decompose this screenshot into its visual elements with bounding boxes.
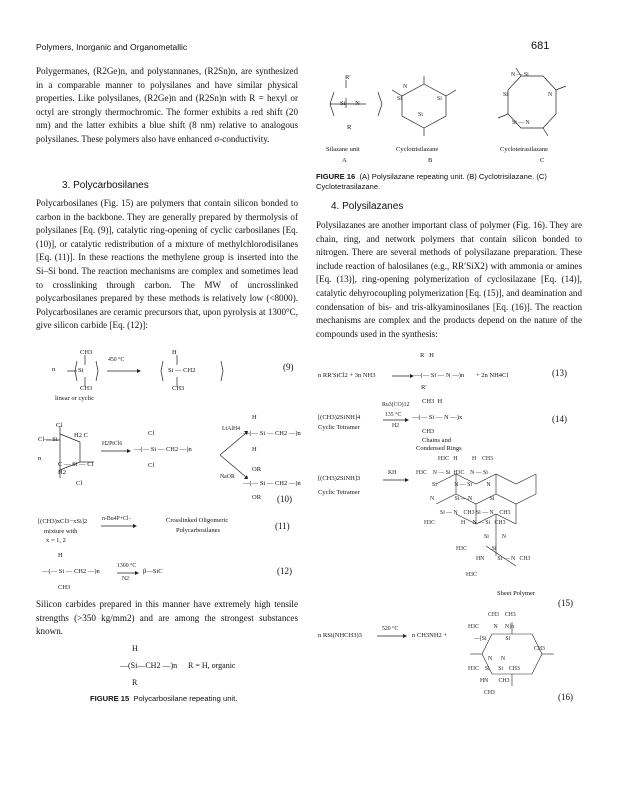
eq12-cond2: N2 (122, 576, 130, 582)
eq15-label: (15) (558, 598, 573, 608)
eq10-n: n (38, 455, 42, 462)
eq10-top-h2: H (252, 446, 257, 453)
eq9-h: H (172, 349, 177, 356)
eq15-h3c1: H3C H H CH3 (438, 456, 493, 462)
eq16-r7: CH3 (484, 690, 495, 696)
eq15-cat: KH (388, 470, 397, 476)
eq16-coprod: n CH3NH2 + (412, 632, 448, 639)
eq9-ch3-bot: CH3 (80, 385, 93, 392)
fig16-caption (316, 172, 582, 192)
eq16-r6: HN CH3 (480, 678, 510, 684)
eq11-label: (11) (275, 521, 290, 531)
fig16-letter-a: A (342, 157, 347, 164)
eq16-r3: CH3 (534, 646, 545, 652)
fig16-sub-c: Cyclotetrasilazane (500, 146, 549, 153)
eq9-note: linear or cyclic (55, 395, 94, 402)
eq14-name: Cyclic Tetramer (318, 424, 360, 431)
eq12-arrow (117, 571, 139, 575)
fig16c-si: Si (503, 92, 508, 98)
eq14-ch3: CH3 (422, 428, 435, 435)
eq15-row7: H3C Si (456, 546, 497, 552)
fig15-unit: —(Si—CH2 —)n (120, 661, 178, 670)
fig16a-r2: R (347, 124, 352, 131)
eq9-ch3-top: CH3 (80, 349, 93, 356)
eq10-top-unit: —(— Si — CH2 —)n (243, 430, 301, 437)
eq10-bot-or1: OR (252, 466, 262, 473)
fig16-sub-b: Cyclotrisilazane (396, 146, 439, 153)
eq14-arrow (383, 418, 409, 422)
eq10-mid-cl-top: Cl (148, 430, 155, 437)
carbide-paragraph: Silicon carbides prepared in this manner have extremely high tensile strengths (>350 kg/mm2) and are among the strongest substances known. (36, 599, 298, 637)
section-3-heading: 3. Polycarbosilanes (62, 180, 149, 191)
fig16b-n1: N (403, 84, 408, 90)
eq10-mid: —(— Si — CH2 —)n (134, 446, 192, 453)
eq15-product: Sheet Polymer (497, 590, 536, 597)
eq16-label: (16) (558, 692, 573, 702)
eq12-h: H (58, 552, 63, 559)
eq16-cond: 520 °C (382, 626, 399, 632)
eq10-mid-cl-bot: Cl (148, 462, 155, 469)
eq9-n: n (52, 366, 56, 373)
fig16-caption-label: FIGURE 16 (316, 172, 356, 181)
fig16c-n: N — Si (511, 72, 529, 78)
eq15-row4: Si — N CH3 Si — N CH3 (440, 510, 511, 516)
eq12-cond1: 1300 °C (117, 563, 137, 569)
fig16b-si3: Si (418, 112, 423, 118)
eq15-row1: H3C N — Si H3C N — Si (416, 470, 488, 476)
eq15-row6: Si N (484, 534, 507, 540)
eq13-label: (13) (552, 368, 567, 378)
eq10-r1: LiAlH4 (222, 426, 241, 432)
fig16-structures (316, 68, 586, 148)
eq9-si: Si (78, 367, 84, 374)
eq13-product: —(— Si — N —)n (414, 372, 465, 379)
eq10-cl3: Cl (76, 480, 83, 487)
fig15-r: R (132, 678, 138, 687)
eq13-arrow (392, 374, 414, 378)
intro-paragraph: Polygermanes, (R2Ge)n, and polystannanes, (R2Sn)n, are synthesized in a comparable manner to polysilanes and have similar physical properties. Like polysilanes, (R2Ge)n and (R2Sn)n with R = hexyl or octyl are strongly thermochromic. The former exhibits a red shift (20 nm) and the latter exhibits a blue shift (8 nm) relative to analogous polysilanes. These polymers also have enhanced σ-conductivity. (36, 66, 298, 144)
eq15-name: Cyclic Tetramer (318, 489, 360, 496)
eq11-mix: mixture with (44, 528, 78, 535)
fig16c-sin: Si — N (512, 120, 530, 126)
eq10-cat: H2PtCl6 (102, 441, 123, 447)
eq10-top-h1: H (252, 414, 257, 421)
eq15-arrow (383, 478, 409, 482)
fig15-caption-text: Polycarbosilane repeating unit. (133, 694, 238, 703)
eq16-r4: N N (488, 656, 506, 662)
eq11-product2: Polycarbosilanes (176, 527, 221, 534)
eq14-unit: —(— Si — N —)x (412, 414, 463, 421)
eq15-row3: N Si — N Si (430, 496, 495, 502)
fig15-caption-label: FIGURE 15 (90, 694, 130, 703)
eq13-rh: R H (420, 352, 434, 359)
eq10-cl1: Cl (56, 422, 63, 429)
fig16b-si1: Si (397, 96, 402, 102)
eq14-ch3h: CH3 H (422, 398, 443, 405)
eq10-arrow (101, 449, 131, 453)
eq10-c: C — Si — Cl (58, 461, 94, 468)
eq10-cl2: Cl— Si (38, 436, 58, 443)
eq16-reactant: n RSi(NHCH3)3 (318, 632, 362, 639)
eq10-r2: NaOR (220, 474, 235, 480)
eq15-row2: Si N — Si N (432, 482, 491, 488)
fig16a-r1: R′ (345, 74, 351, 81)
eq12-ch3: CH3 (58, 584, 71, 591)
eq14-label: (14) (552, 414, 567, 424)
eq9-cond: 450 °C (108, 357, 125, 363)
fig16b-si2: Si (437, 96, 442, 102)
eq14-cat2: 135 °C (385, 412, 402, 418)
eq9-label: (9) (283, 362, 294, 372)
fig15-legend: R = H, organic (188, 661, 236, 670)
fig15-h: H (132, 644, 138, 653)
eq16-top: CH3 CH3 (488, 612, 516, 618)
eq14-cat3: H2 (392, 423, 400, 429)
eq14-reactant: [(CH3)2SiNH]4 (318, 414, 361, 421)
section-4-heading: 4. Polysilazanes (331, 201, 404, 212)
section-4-paragraph: Polysilazanes are another important class of polymer (Fig. 16). They are chain, ring, and network polymers that contain silicon bonded to nitrogen. There are several methods of polysilazane preparation. These include reaction of halosilanes (e.g., RR′SiX2) with ammonia or amines [Eq. (13)], ring-opening polymerization of cyclosilazane [Eq. (14)], catalytic dehyrocoupling polymerization [Eq. (15)], and deamination and condensation of bis- and tris-alkyaminosilanes [Eq. (16)]. The reaction mechanisms are complex and the products depend on the nature of the compounds used in the synthesis: (316, 220, 582, 339)
fig15-caption (90, 694, 237, 704)
eq13-right: + 2n NH4Cl (476, 372, 509, 379)
eq10-h2c1: H2 C (74, 432, 88, 439)
eq14-product1: Chains and (422, 437, 452, 444)
eq11-arrow (101, 524, 137, 528)
eq15-row8: HN Si — N CH3 (476, 556, 531, 562)
eq10-bot-or2: OR (252, 494, 262, 501)
eq13-left: n RR′SiCl2 + 3n NH3 (318, 372, 376, 379)
fig16a-sin: Si — N (340, 100, 360, 107)
eq10-h2: H2 (58, 469, 66, 476)
fig16c-n2: N (548, 92, 553, 98)
running-head: Polymers, Inorganic and Organometallic (36, 42, 188, 52)
eq10-bot-unit: —(— Si — CH2 —)n (243, 480, 301, 487)
eq16-r1: H3C N N]n (468, 624, 514, 630)
eq16-arrow (377, 634, 407, 638)
eq16-r2: —[Si Si (474, 636, 511, 642)
eq13-r: R′ (421, 384, 427, 391)
eq15-row9: H3C (466, 572, 477, 578)
fig16-caption-text: (A) Polysilazane repeating unit. (B) Cyclotrisilazane. (C) Cyclotetrasilazane. (316, 172, 547, 191)
fig16-letter-c: C (540, 157, 545, 164)
eq9-ch3-p: CH3 (172, 385, 185, 392)
section-3-paragraph: Polycarbosilanes (Fig. 15) are polymers that contain silicon bonded to carbon in the backbone. They are generally prepared by thermolysis of polysilanes [Eq. (9)], catalytic ring-opening of cyclic carbosilanes [Eq. (10)], or catalytic redistribution of a mixture of methylchlorodisilanes [Eq. (11)]. In these reactions the methylene group is inserted into the Si–Si bond. The reaction mechanisms are complex and sometimes lead to crosslinking through carbon. The MW of uncrosslinked polycarbosilanes prepared by these methods is relatively low (<8000). Polycarbosilanes are ceramic precursors that, upon pyrolysis at 1300°C, give silicon carbide [Eq. (12)]: (36, 198, 298, 331)
eq11-cat: n-Bu4P+Cl− (102, 516, 132, 522)
eq15-reactant: [(CH3)2SiNH]3 (318, 475, 361, 482)
eq10-label: (10) (277, 494, 292, 504)
eq16-r5: H3C Si Si CH3 (468, 666, 520, 672)
eq12-product: β—SiC (143, 568, 163, 575)
page-number: 681 (531, 40, 550, 52)
eq12-unit: —(— Si — CH2 —)n (42, 568, 100, 575)
eq15-row5: H3C H N — Si CH3 (424, 520, 506, 526)
eq14-cat1: Ru3(CO)12 (382, 402, 410, 408)
eq11-reactant: [(CH3)xCl3−xSi]2 (38, 518, 88, 525)
fig16-letter-b: B (428, 157, 433, 164)
fig16-sub-a: Silazane unit (326, 146, 360, 153)
eq11-x: x = 1, 2 (46, 537, 66, 544)
eq11-product1: Crosslinked Oligomeric (166, 517, 229, 524)
eq14-product2: Condensed Rings (416, 445, 462, 452)
eq9-si-ch2: Si — CH2 (168, 367, 196, 374)
eq12-label: (12) (277, 566, 292, 576)
